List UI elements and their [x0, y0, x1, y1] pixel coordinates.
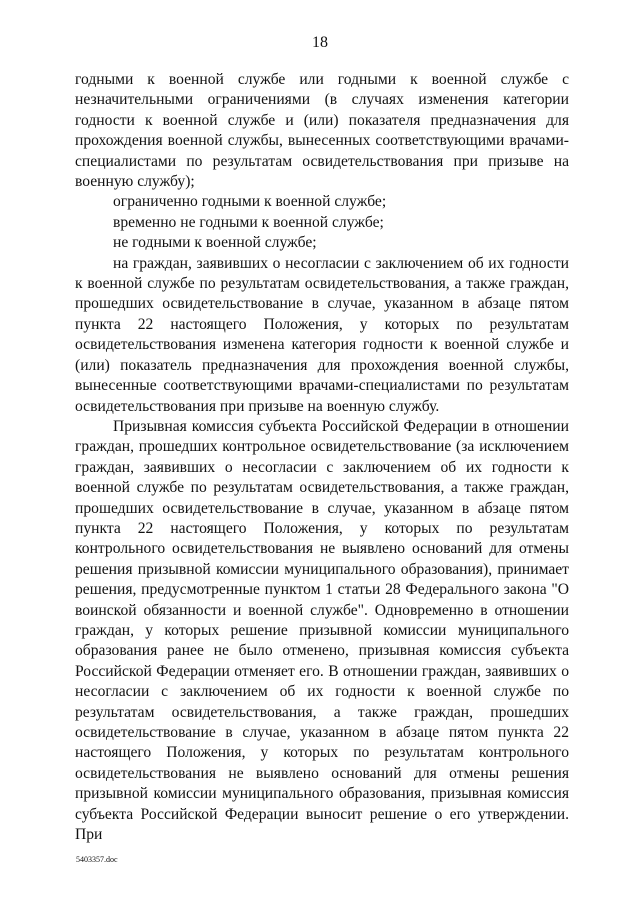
document-body [75, 70, 569, 845]
paragraph-disagreement: на граждан, заявивших о несогласии с заключением об их годности к военной службе по результатам освидетельствования, а также граждан, прошедших освидетельствование в случае, указанном в абзаце пятом пункта 22 настоящего Положения, у которых по результатам освидетельствования изменена категория годности к военной службе и (или) показатель предназначения для прохождения военной службы, вынесенные соответствующими врачами-специалистами по результатам освидетельствования при призыве на военную службу. [75, 254, 569, 415]
paragraph-continuation: годными к военной службе или годными к военной службе с незначительными ограничениями (в случаях изменения категории годности к военной службе и (или) показателя предназначения для прохождения военной службы, вынесенных соответствующими врачами-специалистами по результатам освидетельствования при призыве на военную службу); [75, 71, 569, 191]
document-filename: 5403357.doc [76, 855, 118, 864]
page-number: 18 [312, 34, 328, 51]
list-item-temporarily-unfit: временно не годными к военной службе; [113, 213, 384, 231]
list-item-limited-fit: ограниченно годными к военной службе; [113, 193, 387, 211]
paragraph-regional-commission: Призывная комиссия субъекта Российской Федерации в отношении граждан, прошедших контрольное освидетельствование (за исключением граждан, заявивших о несогласии с заключением об их годности к военной службе по результатам освидетельствования, а также граждан, прошедших освидетельствование в случае, указанном в абзаце пятом пункта 22 настоящего Положения, у которых по результатам контрольного освидетельствования не выявлено оснований для отмены решения призывной комиссии муниципального образования), принимает решения, предусмотренные пунктом 1 статьи 28 Федерального закона "О воинской обязанности и военной службе". Одновременно в отношении граждан, у которых решение призывной комиссии муниципального образования ранее не было отменено, призывная комиссия субъекта Российской Федерации отменяет его. В отношении граждан, заявивших о несогласии с заключением об их годности к военной службе по результатам освидетельствования, а также граждан, прошедших освидетельствование в случае, указанном в абзаце пятом пункта 22 настоящего Положения, у которых по результатам контрольного освидетельствования не выявлено оснований для отмены решения призывной комиссии муниципального образования, призывная комиссия субъекта Российской Федерации выносит решение о его утверждении. При [75, 417, 569, 844]
list-item-unfit: не годными к военной службе; [113, 234, 317, 252]
